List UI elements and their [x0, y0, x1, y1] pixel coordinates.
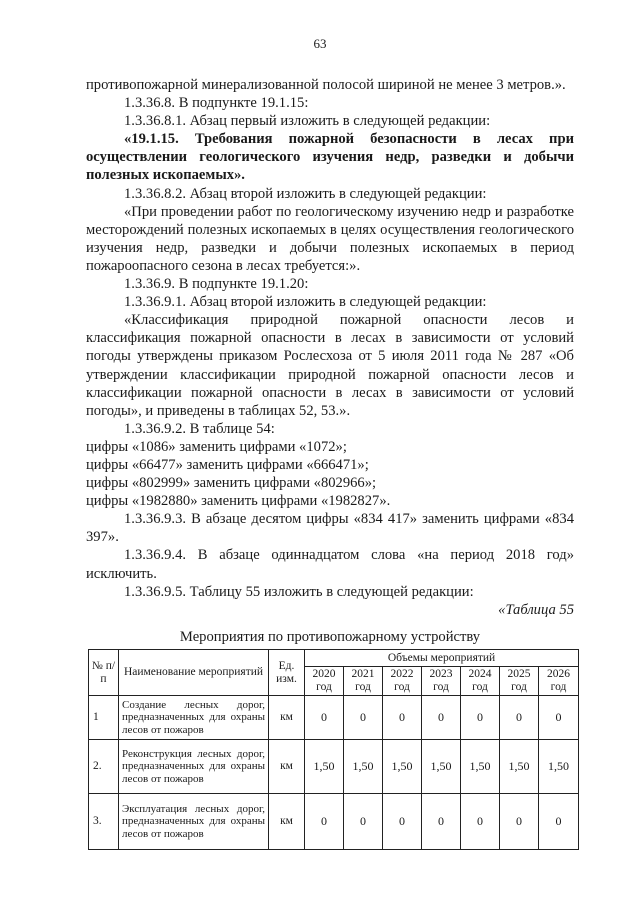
paragraph: 1.3.36.8.2. Абзац второй изложить в следующей редакции:	[124, 185, 487, 202]
paragraph: «Классификация природной пожарной опасности лесов и классификация пожарной опасности в лесах в зависимости от условий погоды утверждены приказом Рослесхоза от 5 июля 2011 года № 287 «Об утверждении классификации природной пожарной опасности лесов и классификации пожарной опасности в лесах в зависимости от условий погоды», и приведены в таблицах 52, 53.».	[86, 312, 574, 419]
paragraph: 1.3.36.9. В подпункте 19.1.20:	[124, 276, 309, 293]
header-year: 2022 год	[383, 667, 422, 696]
list-item: цифры «1982880» заменить цифрами «1982827».	[86, 493, 391, 510]
row-unit: км	[269, 696, 305, 740]
row-value: 0	[422, 696, 461, 740]
header-num: № п/п	[89, 650, 119, 696]
table-row	[89, 740, 579, 794]
row-value: 0	[500, 794, 539, 850]
header-volumes: Объемы мероприятий	[305, 650, 579, 667]
row-value: 0	[305, 794, 344, 850]
row-value: 0	[305, 696, 344, 740]
row-num: 3.	[89, 794, 119, 850]
row-value: 0	[539, 794, 579, 850]
header-year: 2020 год	[305, 667, 344, 696]
paragraph: 1.3.36.9.4. В абзаце одиннадцатом слова «на период 2018 год» исключить.	[86, 547, 574, 582]
row-value: 1,50	[305, 740, 344, 794]
row-value: 0	[539, 696, 579, 740]
row-num: 1	[89, 696, 119, 740]
row-value: 0	[422, 794, 461, 850]
row-name: Реконструкция лесных дорог, предназначенных для охраны лесов от пожаров	[119, 740, 269, 794]
document-body	[86, 76, 574, 646]
header-year: 2024 год	[461, 667, 500, 696]
list-item: цифры «66477» заменить цифрами «666471»;	[86, 456, 369, 473]
row-value: 1,50	[539, 740, 579, 794]
row-value: 0	[383, 794, 422, 850]
header-unit: Ед. изм.	[269, 650, 305, 696]
row-value: 1,50	[344, 740, 383, 794]
row-value: 0	[500, 696, 539, 740]
header-year: 2025 год	[500, 667, 539, 696]
row-unit: км	[269, 794, 305, 850]
row-value: 1,50	[422, 740, 461, 794]
table-label: «Таблица 55	[498, 601, 574, 618]
paragraph: 1.3.36.9.2. В таблице 54:	[124, 420, 275, 437]
list-item: цифры «802999» заменить цифрами «802966»;	[86, 475, 377, 492]
row-value: 1,50	[461, 740, 500, 794]
header-year: 2026 год	[539, 667, 579, 696]
row-unit: км	[269, 740, 305, 794]
paragraph: «При проведении работ по геологическому изучению недр и разработке месторождений полезных ископаемых в целях осуществления геологического изучения недр, разведки и добычи полезных ископаемых в период пожароопасного сезона в лесах требуется:».	[86, 203, 574, 274]
paragraph-bold: «19.1.15. Требования пожарной безопасности в лесах при осуществлении геологического изучения недр, разведки и добычи полезных ископаемых».	[86, 131, 574, 184]
page-number: 63	[313, 36, 327, 51]
paragraph: 1.3.36.9.3. В абзаце десятом цифры «834 417» заменить цифрами «834 397».	[86, 511, 574, 546]
row-value: 0	[461, 794, 500, 850]
row-value: 0	[461, 696, 500, 740]
row-name: Создание лесных дорог, предназначенных для охраны лесов от пожаров	[119, 696, 269, 740]
header-name: Наименование мероприятий	[119, 650, 269, 696]
paragraph: 1.3.36.9.5. Таблицу 55 изложить в следующей редакции:	[124, 583, 474, 600]
table-title: Мероприятия по противопожарному устройству	[179, 628, 481, 645]
header-year: 2021 год	[344, 667, 383, 696]
row-value: 1,50	[500, 740, 539, 794]
paragraph: 1.3.36.9.1. Абзац второй изложить в следующей редакции:	[124, 294, 487, 311]
row-value: 1,50	[383, 740, 422, 794]
paragraph: 1.3.36.8.1. Абзац первый изложить в следующей редакции:	[124, 113, 491, 130]
header-year: 2023 год	[422, 667, 461, 696]
measures-table	[88, 649, 579, 850]
row-name: Эксплуатация лесных дорог, предназначенных для охраны лесов от пожаров	[119, 794, 269, 850]
row-num: 2.	[89, 740, 119, 794]
paragraph: 1.3.36.8. В подпункте 19.1.15:	[124, 95, 309, 112]
list-item: цифры «1086» заменить цифрами «1072»;	[86, 438, 347, 455]
row-value: 0	[344, 696, 383, 740]
paragraph: противопожарной минерализованной полосой шириной не менее 3 метров.».	[86, 77, 566, 93]
row-value: 0	[383, 696, 422, 740]
table-row	[89, 696, 579, 740]
table-row	[89, 794, 579, 850]
row-value: 0	[344, 794, 383, 850]
